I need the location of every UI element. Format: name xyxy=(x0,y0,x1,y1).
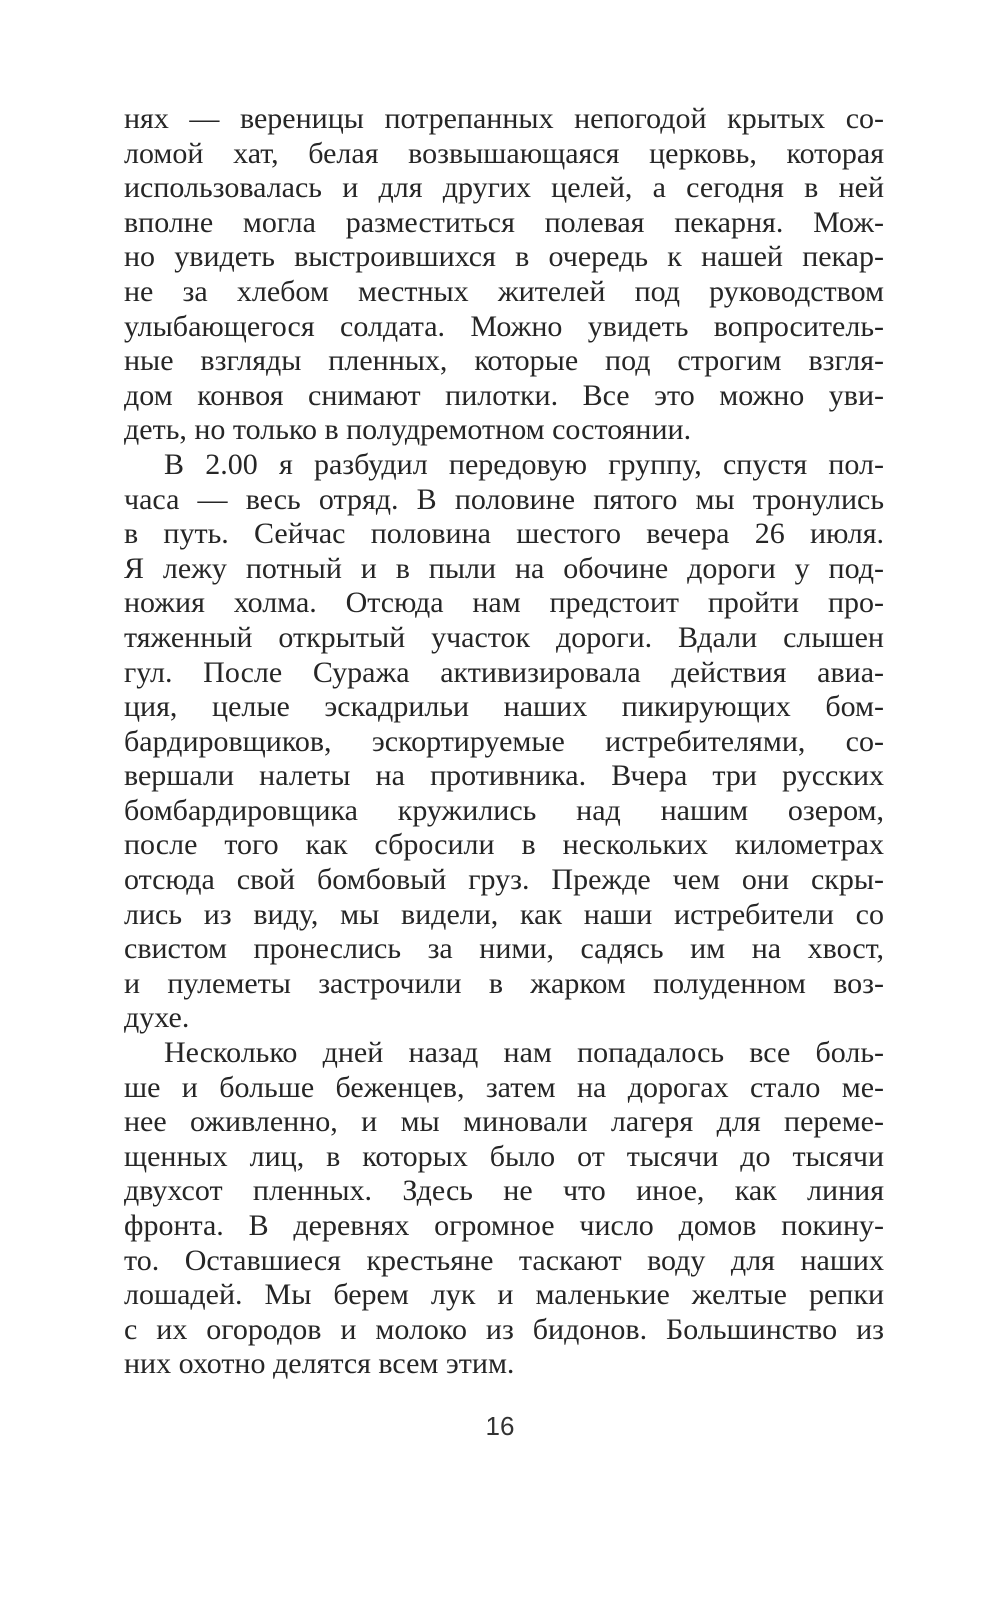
text-line: деть, но только в полудремотном состоянии. xyxy=(124,413,692,447)
text-line: гул. После Суража активизировала действия авиа- xyxy=(124,655,884,689)
text-line: духе. xyxy=(124,1001,190,1035)
text-line: бардировщиков, эскортируемые истребителями, со- xyxy=(124,724,884,758)
text-line: с их огородов и молоко из бидонов. Большинство из xyxy=(124,1312,884,1346)
text-line: улыбающегося солдата. Можно увидеть вопроситель- xyxy=(124,309,884,343)
text-line: них охотно делятся всем этим. xyxy=(124,1347,515,1381)
text-line: Я лежу потный и в пыли на обочине дороги у под- xyxy=(124,551,884,585)
text-line: лошадей. Мы берем лук и маленькие желтые репки xyxy=(124,1278,884,1312)
text-line: ция, целые эскадрильи наших пикирующих бом- xyxy=(124,690,884,724)
text-line: ломой хат, белая возвышающаяся церковь, которая xyxy=(124,136,884,170)
text-line: ные взгляды пленных, которые под строгим взгля- xyxy=(124,344,884,378)
text-line: Несколько дней назад нам попадалось все боль- xyxy=(164,1036,884,1070)
text-line: фронта. В деревнях огромное число домов покину- xyxy=(124,1209,884,1242)
text-line: и пулеметы застрочили в жарком полуденном воз- xyxy=(124,966,884,1000)
text-line: нях — вереницы потрепанных непогодой крытых со- xyxy=(124,102,884,135)
text-line: но увидеть выстроившихся в очередь к нашей пекар- xyxy=(124,240,884,274)
text-line: свистом пронеслись за ними, садясь им на хвост, xyxy=(124,932,884,966)
text-line: тяженный открытый участок дороги. Вдали слышен xyxy=(124,620,884,654)
text-line: дом конвоя снимают пилотки. Все это можно уви- xyxy=(124,378,884,412)
text-line: ше и больше беженцев, затем на дорогах стало ме- xyxy=(124,1070,884,1104)
text-line: В 2.00 я разбудил передовую группу, спустя пол- xyxy=(164,447,884,481)
page-body xyxy=(124,102,884,1382)
text-line: в путь. Сейчас половина шестого вечера 26 июля. xyxy=(124,517,884,551)
text-line: после того как сбросили в нескольких километрах xyxy=(124,828,884,862)
text-line: лись из виду, мы видели, как наши истребители со xyxy=(124,897,884,931)
page-number: 16 xyxy=(485,1411,515,1441)
text-line: вершали налеты на противника. Вчера три русских xyxy=(124,759,884,793)
paragraph-3 xyxy=(124,1036,884,1382)
text-line: не за хлебом местных жителей под руководством xyxy=(124,274,884,308)
text-line: часа — весь отряд. В половине пятого мы тронулись xyxy=(124,482,884,516)
text-line: то. Оставшиеся крестьяне таскают воду для наших xyxy=(124,1243,884,1277)
text-line: бомбардировщика кружились над нашим озером, xyxy=(124,793,884,827)
text-line: вполне могла разместиться полевая пекарня. Мож- xyxy=(124,205,884,239)
text-line: ножия холма. Отсюда нам предстоит пройти про- xyxy=(124,586,884,620)
text-line: щенных лиц, в которых было от тысячи до тысячи xyxy=(124,1139,884,1173)
paragraph-1 xyxy=(124,102,884,448)
text-line: использовалась и для других целей, а сегодня в ней xyxy=(124,171,884,205)
text-line: отсюда свой бомбовый груз. Прежде чем они скры- xyxy=(124,863,884,897)
paragraph-2 xyxy=(124,448,884,1036)
text-line: нее оживленно, и мы миновали лагеря для переме- xyxy=(124,1105,884,1139)
text-line: двухсот пленных. Здесь не что иное, как линия xyxy=(124,1174,884,1208)
